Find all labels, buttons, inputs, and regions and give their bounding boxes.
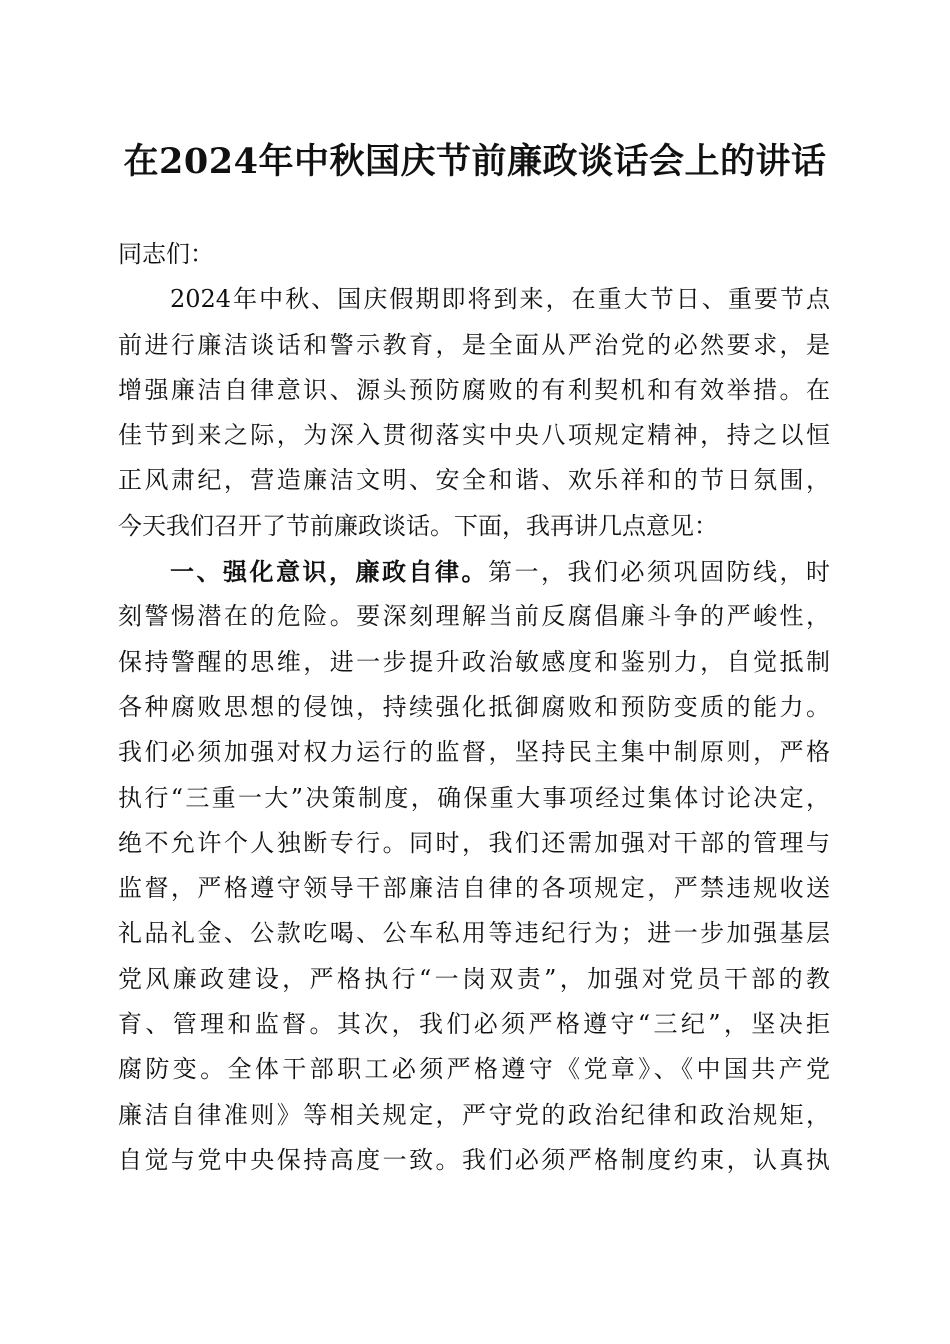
paragraph-line: 自觉与党中央保持高度一致。我们必须严格制度约束，认真执 [118, 1145, 830, 1174]
paragraph-line: 保持警醒的思维，进一步提升政治敏感度和鉴别力，自觉抵制 [118, 647, 830, 676]
paragraph-line: 我们必须加强对权力运行的监督，坚持民主集中制原则，严格 [118, 738, 830, 767]
paragraph-line: 执行“三重一大”决策制度，确保重大事项经过集体讨论决定， [118, 783, 830, 812]
paragraph-line: 礼品礼金、公款吃喝、公车私用等违纪行为；进一步加强基层 [118, 919, 830, 948]
paragraph-line: 前进行廉洁谈话和警示教育，是全面从严治党的必然要求，是 [118, 330, 830, 359]
paragraph-line: 各种腐败思想的侵蚀，持续强化抵御腐败和预防变质的能力。 [118, 692, 830, 721]
paragraph-line: 腐防变。全体干部职工必须严格遵守《党章》、《中国共产党 [118, 1055, 830, 1084]
document-body [118, 232, 830, 1183]
section-heading-line [118, 549, 830, 594]
paragraph-line: 绝不允许个人独断专行。同时，我们还需加强对干部的管理与 [118, 828, 830, 857]
paragraph-line: 育、管理和监督。其次，我们必须严格遵守“三纪”，坚决拒 [118, 1010, 830, 1039]
paragraph-line: 廉洁自律准则》等相关规定，严守党的政治纪律和政治规矩， [118, 1100, 830, 1129]
paragraph-line: 2024年中秋、国庆假期即将到来，在重大节日、重要节点 [170, 285, 830, 314]
paragraph-text: 第一，我们必须巩固防线，时 [488, 558, 830, 587]
paragraph-line: 党风廉政建设，严格执行“一岗双责”，加强对党员干部的教 [118, 964, 830, 993]
paragraph-line: 今天我们召开了节前廉政谈话。下面，我再讲几点意见： [118, 511, 718, 540]
section-heading: 一、强化意识，廉政自律。 [170, 557, 488, 587]
paragraph-line: 佳节到来之际，为深入贯彻落实中央八项规定精神，持之以恒 [118, 421, 830, 450]
paragraph-line: 增强廉洁自律意识、源头预防腐败的有利契机和有效举措。在 [118, 375, 830, 404]
salutation: 同志们： [118, 240, 214, 268]
page-title: 在2024年中秋国庆节前廉政谈话会上的讲话 [123, 141, 827, 182]
paragraph-line: 监督，严格遵守领导干部廉洁自律的各项规定，严禁违规收送 [118, 874, 830, 903]
paragraph-line: 刻警惕潜在的危险。要深刻理解当前反腐倡廉斗争的严峻性， [118, 602, 830, 631]
paragraph-line: 正风肃纪，营造廉洁文明、安全和谐、欢乐祥和的节日氛围， [118, 466, 830, 495]
